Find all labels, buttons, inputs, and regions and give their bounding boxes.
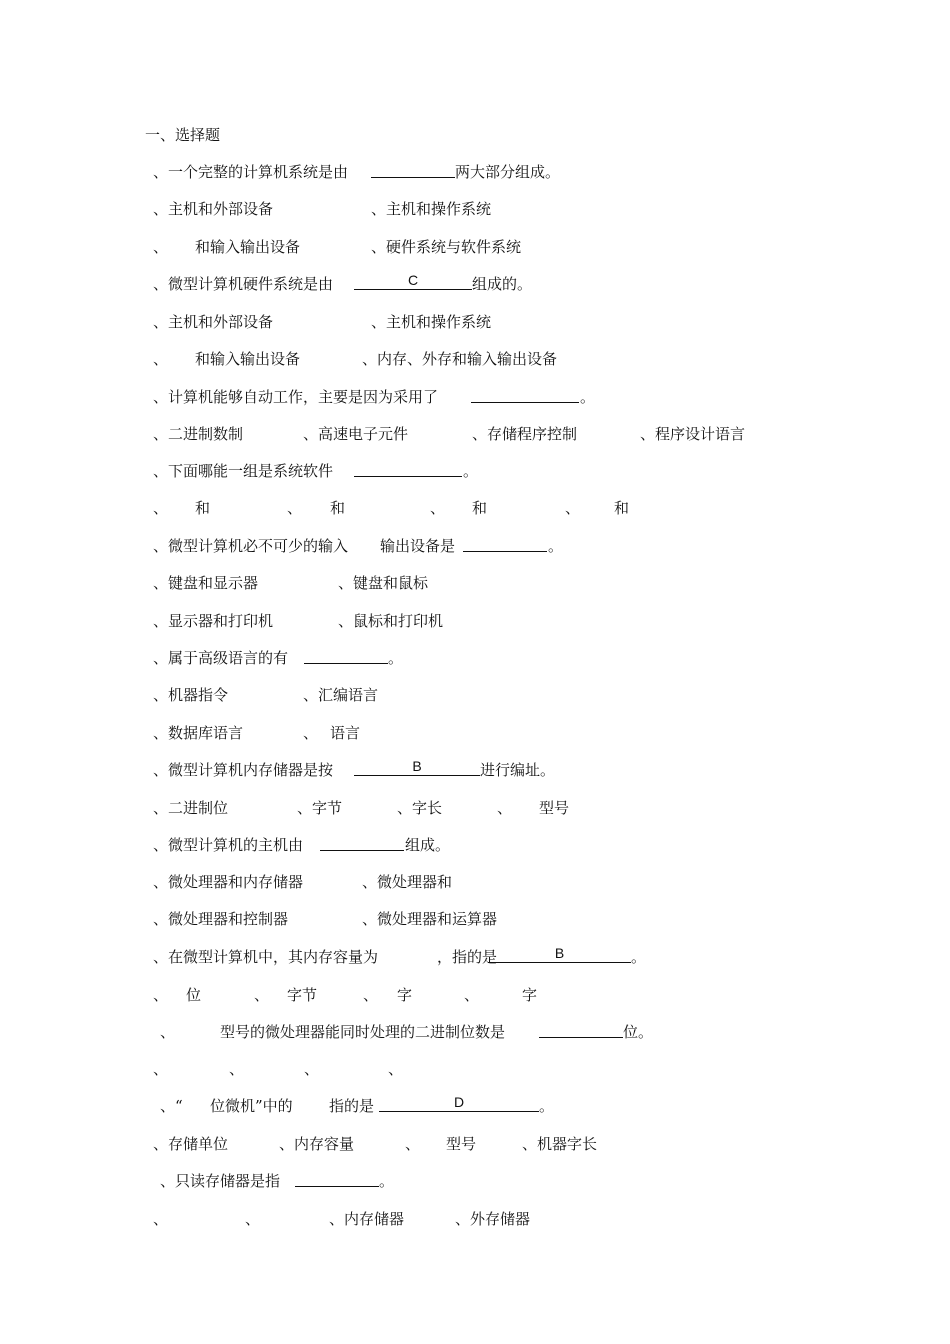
option-text: 、 [287,499,303,517]
option-text: 、主机和外部设备 [153,200,274,218]
question-text: 组成。 [405,836,451,854]
option-text: 、 [304,1060,320,1078]
option-text: 、内存、外存和输入输出设备 [362,350,558,368]
option-text: 、 [153,499,169,517]
question-text: 组成的。 [472,275,533,293]
question-text: 、在微型计算机中，其内存容量为 [153,948,379,966]
option-text: 、键盘和显示器 [153,574,259,592]
question-text: 、微型计算机的主机由 [153,836,304,854]
option-text: 、主机和外部设备 [153,313,274,331]
answer-blank[interactable] [354,476,462,477]
question-text: 。 [379,1172,395,1190]
option-text: 、微处理器和内存储器 [153,873,304,891]
option-text: 、主机和操作系统 [371,313,492,331]
question-text: 。 [580,388,596,406]
question-text: 、“ [160,1097,183,1115]
question-text: 、下面哪能一组是系统软件 [153,462,334,480]
option-text: 、 [363,986,379,1004]
option-text: 、内存容量 [279,1135,355,1153]
question-text: 。 [539,1097,555,1115]
question-text: 指的是 [329,1097,375,1115]
option-text: 和 [195,499,211,517]
answer-blank[interactable] [320,850,404,851]
option-text: 字节 [287,986,318,1004]
answer-blank[interactable] [304,663,388,664]
option-text: 字 [522,986,538,1004]
option-text: 、内存储器 [329,1210,405,1228]
question-text: 、只读存储器是指 [160,1172,281,1190]
option-text: 、 [153,350,169,368]
option-text: 、 [464,986,480,1004]
option-text: 、 [254,986,270,1004]
answer-text: B [412,758,422,774]
option-text: 、机器指令 [153,686,229,704]
option-text: 、 [153,1210,169,1228]
option-text: 型号 [446,1135,477,1153]
question-text: 、计算机能够自动工作，主要是因为采用了 [153,388,439,406]
answer-blank[interactable] [354,272,472,290]
option-text: 、 [405,1135,421,1153]
question-text: 、 [160,1023,176,1041]
answer-blank[interactable] [471,402,579,403]
question-text: 型号的微处理器能同时处理的二进制位数是 [220,1023,506,1041]
option-text: 、硬件系统与软件系统 [371,238,522,256]
option-text: 、键盘和鼠标 [338,574,429,592]
option-text: 和 [472,499,488,517]
section-title: 一、选择题 [145,126,221,144]
question-text: 位微机”中的 [210,1097,293,1115]
option-text: 、高速电子元件 [303,425,409,443]
option-text: 、 [497,799,513,817]
option-text: 、汇编语言 [303,686,379,704]
question-text: 。 [631,948,647,966]
answer-text: B [554,945,565,961]
option-text: 、 [565,499,581,517]
option-text: 、微处理器和控制器 [153,910,289,928]
option-text: 字 [397,986,413,1004]
answer-blank[interactable] [371,177,455,178]
option-text: 、程序设计语言 [640,425,746,443]
option-text: 、主机和操作系统 [371,200,492,218]
option-text: 、二进制数制 [153,425,244,443]
answer-blank[interactable] [488,945,631,963]
question-text: 。 [463,462,479,480]
question-text: ，指的是 [437,948,498,966]
option-text: 、 [153,238,169,256]
option-text: 、外存储器 [455,1210,531,1228]
question-text: 、微型计算机必不可少的输入 [153,537,349,555]
option-text: 和输入输出设备 [195,350,301,368]
question-text: 输出设备是 [380,537,456,555]
option-text: 和输入输出设备 [195,238,301,256]
option-text: 、 [229,1060,245,1078]
question-text: 。 [388,649,404,667]
question-text: 进行编址。 [480,761,556,779]
option-text: 、字节 [297,799,343,817]
option-text: 和 [614,499,630,517]
answer-blank[interactable] [354,758,480,776]
answer-blank[interactable] [463,551,547,552]
option-text: 、 [430,499,446,517]
question-text: 、微型计算机硬件系统是由 [153,275,334,293]
option-text: 、字长 [397,799,443,817]
option-text: 、二进制位 [153,799,229,817]
option-text: 、显示器和打印机 [153,612,274,630]
option-text: 、 [245,1210,261,1228]
question-text: 位。 [623,1023,654,1041]
answer-text: C [407,272,419,288]
answer-blank[interactable] [539,1037,623,1038]
option-text: 、数据库语言 [153,724,244,742]
option-text: 、 [303,724,319,742]
option-text: 语言 [330,724,361,742]
answer-blank[interactable] [295,1186,379,1187]
answer-blank[interactable] [379,1094,539,1112]
option-text: 、存储程序控制 [472,425,578,443]
option-text: 、机器字长 [522,1135,598,1153]
option-text: 、鼠标和打印机 [338,612,444,630]
option-text: 、存储单位 [153,1135,229,1153]
option-text: 、 [388,1060,404,1078]
question-text: 。 [548,537,564,555]
question-text: 、微型计算机内存储器是按 [153,761,334,779]
option-text: 和 [330,499,346,517]
option-text: 、微处理器和运算器 [362,910,498,928]
question-text: 两大部分组成。 [455,163,561,181]
option-text: 、 [153,1060,169,1078]
answer-text: D [453,1094,465,1110]
option-text: 位 [186,986,202,1004]
option-text: 、微处理器和 [362,873,453,891]
option-text: 型号 [539,799,570,817]
question-text: 、一个完整的计算机系统是由 [153,163,349,181]
option-text: 、 [153,986,169,1004]
question-text: 、属于高级语言的有 [153,649,289,667]
